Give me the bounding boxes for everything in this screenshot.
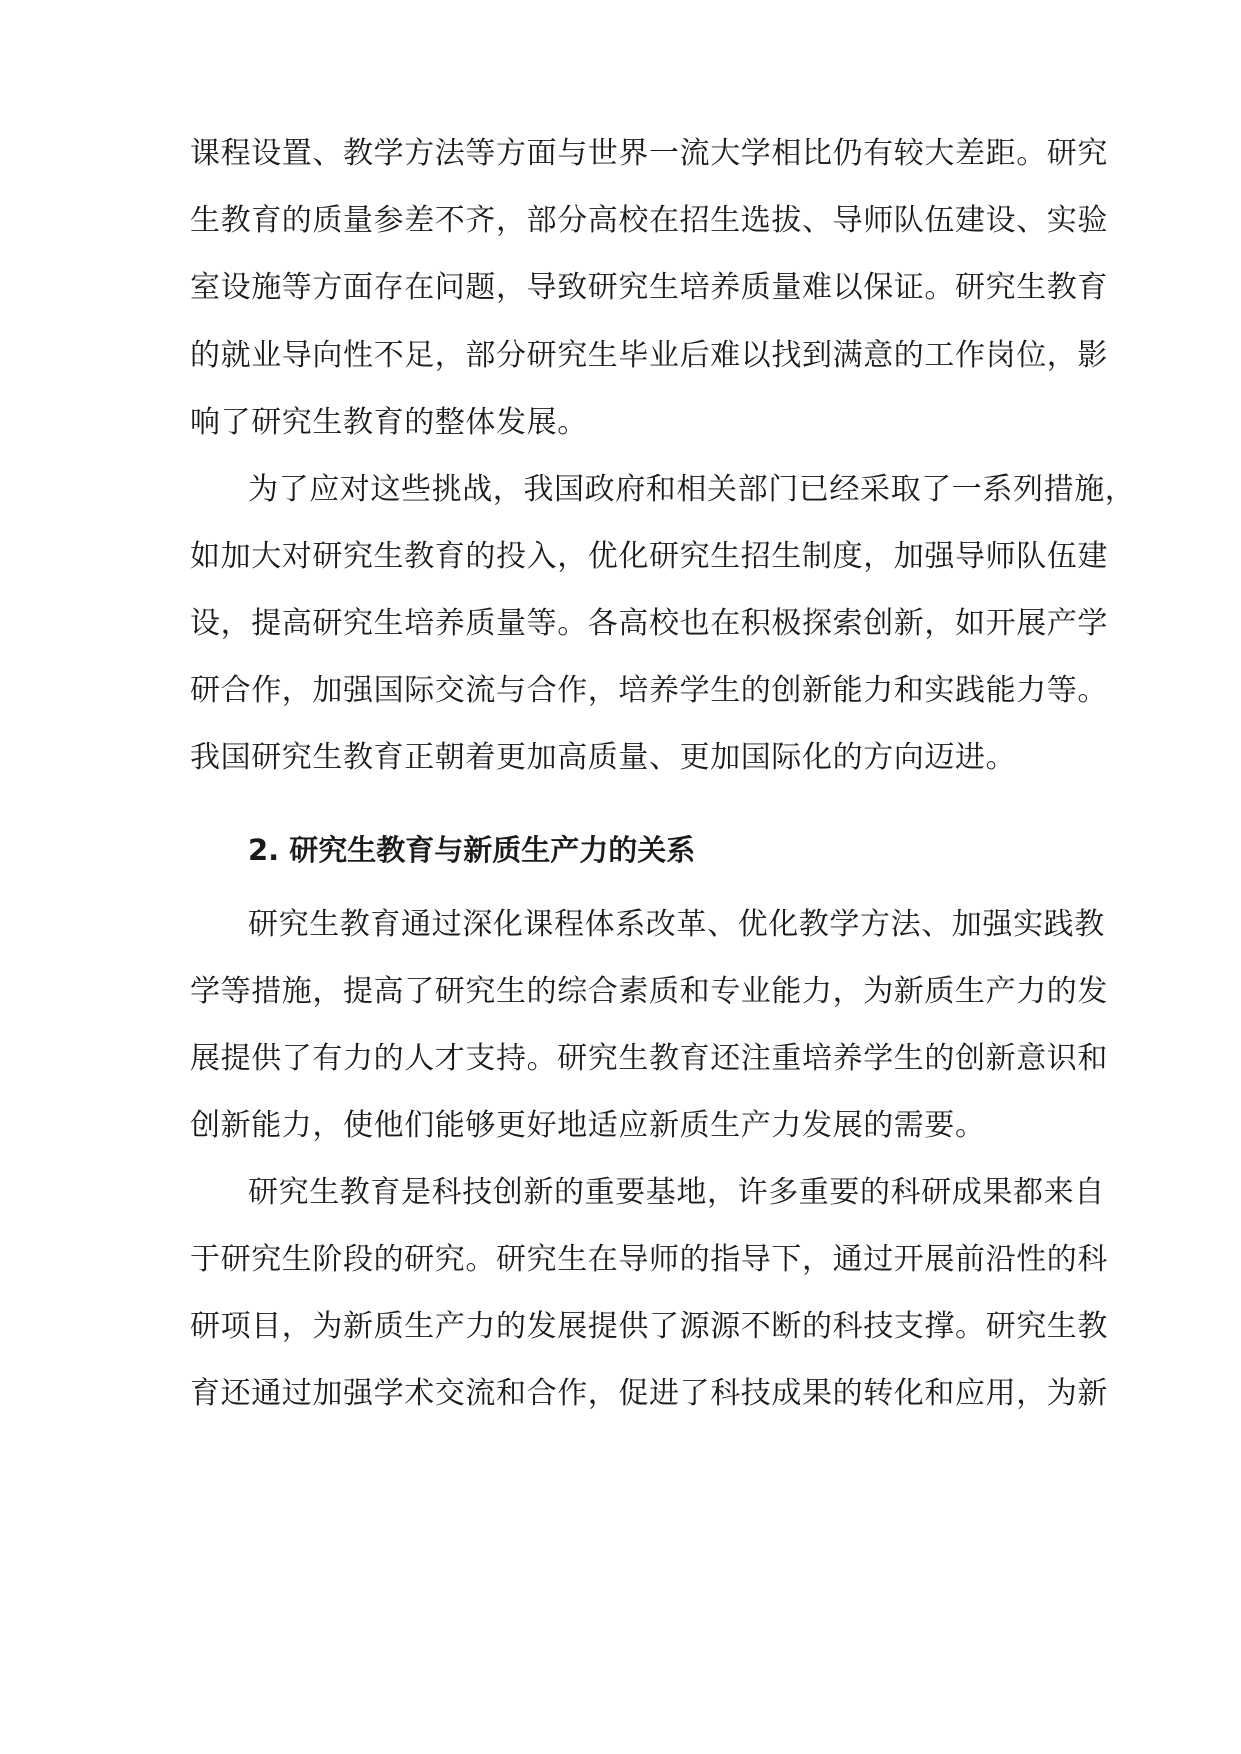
- paragraph-1-line-5: 响了研究生教育的整体发展。: [190, 405, 588, 440]
- paragraph-1-line-3: 室设施等方面存在问题，导致研究生培养质量难以保证。研究生教育: [190, 270, 1108, 305]
- section-heading: 2. 研究生教育与新质生产力的关系: [248, 833, 696, 867]
- paragraph-4-line-1: 研究生教育是科技创新的重要基地，许多重要的科研成果都来自: [248, 1175, 1105, 1210]
- paragraph-2-line-3: 设，提高研究生培养质量等。各高校也在积极探索创新，如开展产学: [190, 606, 1108, 641]
- paragraph-3-line-4: 创新能力，使他们能够更好地适应新质生产力发展的需要。: [190, 1108, 986, 1143]
- paragraph-2-line-4: 研合作，加强国际交流与合作，培养学生的创新能力和实践能力等。: [190, 673, 1108, 708]
- paragraph-3-line-3: 展提供了有力的人才支持。研究生教育还注重培养学生的创新意识和: [190, 1041, 1108, 1076]
- paragraph-3-line-1: 研究生教育通过深化课程体系改革、优化教学方法、加强实践教: [248, 907, 1105, 942]
- paragraph-2-line-5: 我国研究生教育正朝着更加高质量、更加国际化的方向迈进。: [190, 740, 1017, 775]
- paragraph-4-line-4: 育还通过加强学术交流和合作，促进了科技成果的转化和应用，为新: [190, 1376, 1108, 1411]
- paragraph-3-line-2: 学等措施，提高了研究生的综合素质和专业能力，为新质生产力的发: [190, 974, 1108, 1009]
- paragraph-4-line-3: 研项目，为新质生产力的发展提供了源源不断的科技支撑。研究生教: [190, 1309, 1108, 1344]
- paragraph-1-line-2: 生教育的质量参差不齐，部分高校在招生选拔、导师队伍建设、实验: [190, 203, 1108, 238]
- paragraph-2-line-1: 为了应对这些挑战，我国政府和相关部门已经采取了一系列措施，: [248, 472, 1136, 507]
- paragraph-1-line-4: 的就业导向性不足，部分研究生毕业后难以找到满意的工作岗位，影: [190, 338, 1108, 373]
- paragraph-1-line-1: 课程设置、教学方法等方面与世界一流大学相比仍有较大差距。研究: [190, 136, 1108, 171]
- paragraph-2-line-2: 如加大对研究生教育的投入，优化研究生招生制度，加强导师队伍建: [190, 539, 1108, 574]
- paragraph-4-line-2: 于研究生阶段的研究。研究生在导师的指导下，通过开展前沿性的科: [190, 1242, 1108, 1277]
